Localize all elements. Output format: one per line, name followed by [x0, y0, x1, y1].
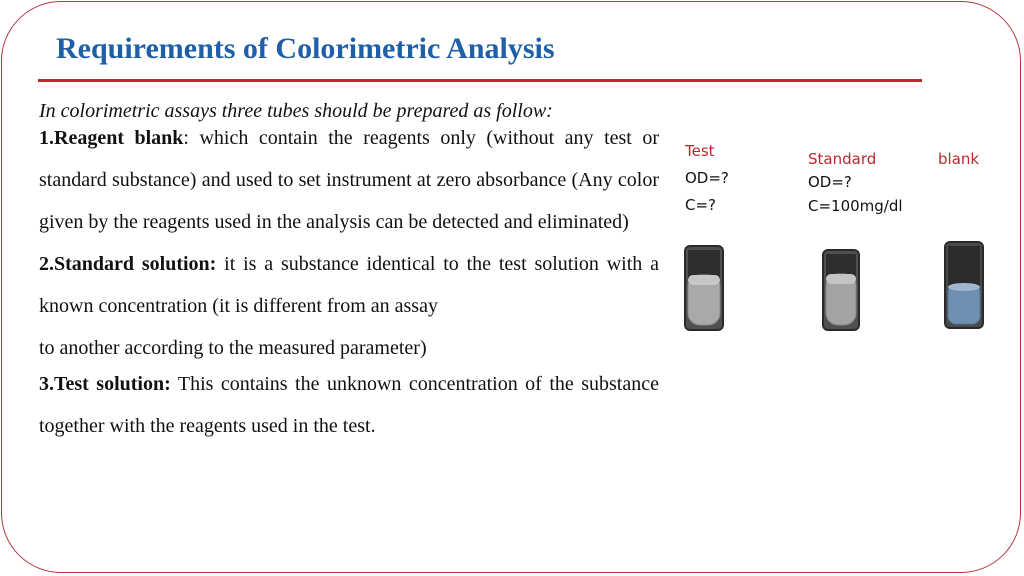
intro-text: In colorimetric assays three tubes should be prepared as follow: [39, 100, 553, 122]
reagent-blank-text: which contain the reagents only (without any test or standard substance) and used to set instrument at zero absorbance (Any color given by the reagents used in the analysis can be detected and eliminated) [39, 127, 660, 233]
test-solution-heading: 3.Test solution: [39, 373, 171, 395]
standard-conc-label: C=100mg/dl [808, 197, 903, 215]
reagent-blank-sep: : [183, 127, 189, 149]
standard-solution-text: it is a substance identical to the test solution with a known concentration (it is different from an assay [39, 253, 660, 317]
test-tube-icon [683, 242, 725, 332]
slide-title: Requirements of Colorimetric Analysis [56, 32, 555, 65]
reagent-blank-heading: 1.Reagent blank [39, 127, 184, 149]
blank-tube-label: blank [938, 150, 980, 168]
standard-tube-icon [821, 246, 861, 332]
title-divider [38, 79, 922, 82]
standard-od-label: OD=? [808, 173, 852, 191]
blank-tube-icon [943, 240, 985, 330]
test-conc-label: C=? [685, 196, 717, 214]
standard-solution-last-line: to another according to the measured parameter) [39, 337, 427, 359]
test-solution-text: This contains the unknown concentration of the substance together with the reagents used in the test. [39, 373, 659, 437]
standard-solution-paragraph [39, 243, 659, 363]
test-solution-paragraph [39, 363, 659, 447]
reagent-blank-paragraph [39, 117, 659, 243]
standard-solution-heading: 2.Standard solution: [39, 253, 217, 275]
content-body [39, 97, 659, 447]
test-tube-label: Test [685, 142, 715, 160]
test-od-label: OD=? [685, 169, 729, 187]
standard-tube-label: Standard [808, 150, 877, 168]
